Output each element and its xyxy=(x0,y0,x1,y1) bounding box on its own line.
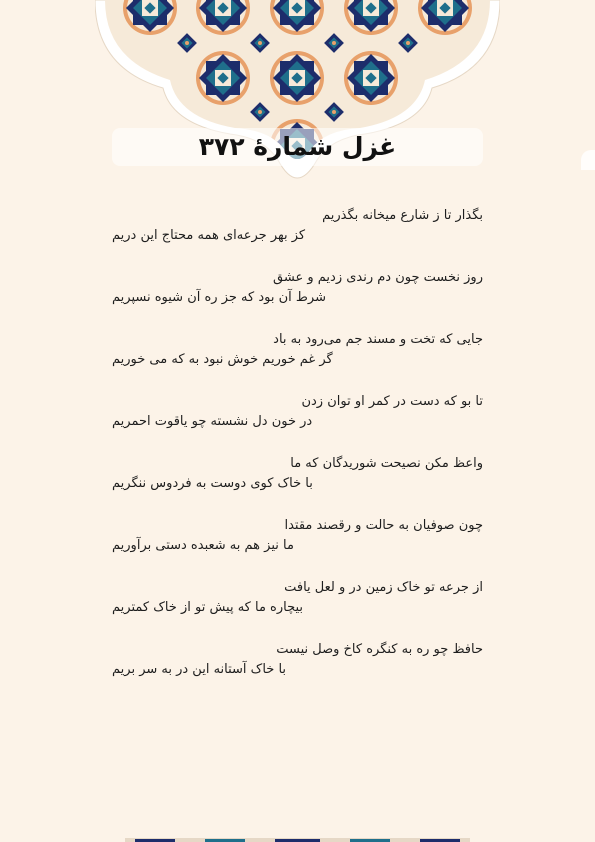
poem-body xyxy=(112,206,483,702)
couplet xyxy=(112,330,483,392)
couplet xyxy=(112,578,483,640)
couplet xyxy=(112,392,483,454)
couplet xyxy=(112,516,483,578)
verse-second: کز بهر جرعه‌ای همه محتاج این دریم xyxy=(112,228,306,243)
poem-title: غزل شمارهٔ ۳۷۲ xyxy=(198,132,397,161)
verse-first: چون صوفیان به حالت و رقصند مقتدا xyxy=(284,518,483,533)
verse-second: بیچاره ما که پیش تو از خاک کمتریم xyxy=(112,600,304,615)
verse-first: بگذار تا ز شارع میخانه بگذریم xyxy=(322,208,483,223)
ornamental-tile-footer xyxy=(95,838,500,842)
verse-second: ما نیز هم به شعبده دستی برآوریم xyxy=(112,538,294,553)
couplet xyxy=(112,268,483,330)
verse-first: واعظ مکن نصیحت شوریدگان که ما xyxy=(290,456,483,471)
couplet xyxy=(112,454,483,516)
verse-second: با خاک آستانه این در به سر بریم xyxy=(112,662,287,677)
couplet xyxy=(112,206,483,268)
couplet xyxy=(112,640,483,702)
verse-first: تا بو که دست در کمر او توان زدن xyxy=(301,394,483,409)
verse-second: گر غم خوریم خوش نبود به که می خوریم xyxy=(112,352,333,367)
verse-second: در خون دل نشسته چو یاقوت احمریم xyxy=(112,414,313,429)
verse-first: حافظ چو ره به کنگره کاخ وصل نیست xyxy=(276,642,483,657)
verse-second: با خاک کوی دوست به فردوس ننگریم xyxy=(112,476,313,491)
verse-first: روز نخست چون دم رندی زدیم و عشق xyxy=(273,270,483,285)
verse-first: از جرعه تو خاک زمین در و لعل یافت xyxy=(284,580,483,595)
verse-second: شرط آن بود که جز ره آن شیوه نسپریم xyxy=(112,290,326,305)
verse-first: جایی که تخت و مسند جم می‌رود به باد xyxy=(273,332,483,347)
